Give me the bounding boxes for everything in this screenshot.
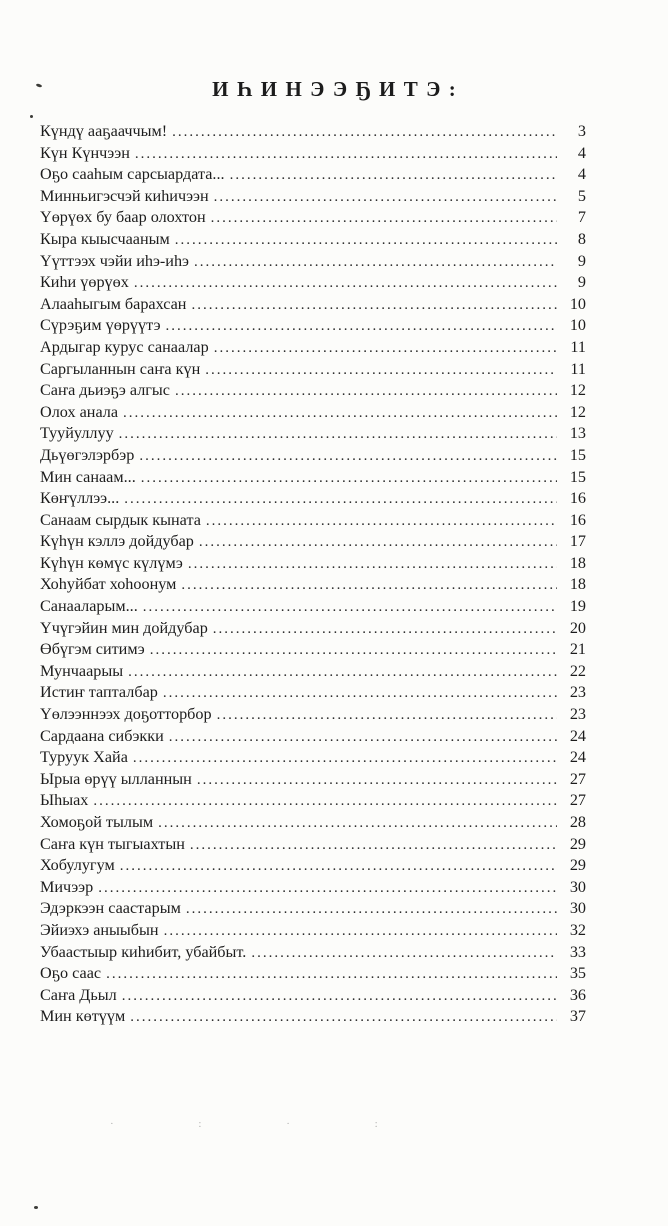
toc-entry-page: 4	[577, 165, 586, 184]
toc-entry	[40, 164, 586, 186]
toc-entry-title: Хомоҕой тылым	[40, 813, 154, 831]
toc-dot-leader	[98, 878, 557, 900]
toc-dot-leader	[188, 554, 557, 576]
toc-entry-title: Хоһуйбат хоһоонум	[40, 575, 177, 594]
toc-entry-title: Үчүгэйин мин дойдубар	[40, 618, 208, 637]
toc-entry-title: Үөлээннээх доҕотторбор	[40, 705, 212, 724]
toc-entry-page: 9	[577, 273, 586, 292]
toc-entry	[40, 121, 586, 143]
toc-entry-title: Мичээр	[40, 877, 94, 896]
toc-entry	[40, 596, 586, 618]
toc-entry	[40, 834, 586, 856]
toc-dot-leader	[128, 662, 557, 684]
toc-entry-page: 30	[569, 899, 586, 918]
scan-speck	[30, 115, 33, 118]
toc-entry-page: 23	[569, 705, 586, 724]
toc-entry-page: 12	[569, 402, 586, 421]
toc-entry	[40, 769, 586, 791]
toc-entry-title: Киһи үөрүөх	[40, 273, 129, 292]
toc-entry-page: 4	[577, 143, 586, 162]
toc-entry-page: 35	[569, 964, 586, 983]
scan-artifact-marks: · : · :	[110, 1118, 380, 1130]
toc-entry-page: 29	[569, 856, 586, 875]
toc-entry-page: 28	[569, 813, 586, 831]
toc-dot-leader	[163, 683, 557, 705]
toc-dot-leader	[181, 575, 557, 597]
toc-entry	[40, 985, 586, 1007]
toc-dot-leader	[130, 1007, 557, 1029]
toc-entry-title: Дьүөгэлэрбэр	[40, 445, 135, 464]
toc-entry-page: 20	[569, 618, 586, 637]
toc-dot-leader	[175, 230, 557, 252]
toc-entry-title: Үүттээх чэйи иһэ-иһэ	[40, 251, 189, 270]
toc-entry	[40, 143, 586, 165]
toc-dot-leader	[93, 791, 557, 813]
toc-dot-leader	[190, 835, 557, 857]
toc-entry-title: Эйиэхэ аныыбын	[40, 920, 159, 939]
toc-entry-page: 5	[577, 186, 586, 205]
toc-dot-leader	[205, 360, 557, 382]
toc-entry	[40, 1006, 586, 1028]
toc-dot-leader	[166, 316, 557, 338]
toc-entry-page: 23	[569, 683, 586, 702]
toc-entry	[40, 510, 586, 532]
toc-entry	[40, 467, 586, 489]
toc-entry-page: 7	[577, 208, 586, 227]
toc-entry-title: Кыра кыысчааным	[40, 229, 170, 248]
toc-entry	[40, 445, 586, 467]
toc-entry-page: 16	[569, 489, 586, 508]
toc-entry	[40, 251, 586, 273]
toc-entry	[40, 553, 586, 575]
toc-entry-title: Саҥа күн тыгыахтын	[40, 834, 185, 853]
toc-dot-leader	[169, 727, 557, 749]
toc-entry-title: Ардыгар курус санаалар	[40, 337, 209, 356]
toc-entry-page: 24	[569, 748, 586, 767]
toc-entry-title: Мин санаам...	[40, 467, 136, 486]
toc-entry-title: Күһүн көмүс күлүмэ	[40, 553, 183, 572]
toc-entry	[40, 898, 586, 920]
toc-entry	[40, 639, 586, 661]
toc-entry	[40, 747, 586, 769]
toc-dot-leader	[164, 921, 557, 943]
toc-entry-page: 33	[569, 942, 586, 961]
toc-dot-leader	[206, 511, 557, 533]
toc-entry-page: 16	[569, 510, 586, 529]
toc-dot-leader	[194, 252, 557, 274]
toc-dot-leader	[135, 144, 557, 166]
toc-entry-title: Мунчаарыы	[40, 661, 124, 680]
toc-entry-title: Оҕо сааһым сарсыардата...	[40, 165, 225, 184]
toc-entry-page: 27	[569, 791, 586, 810]
toc-entry-title: Күн Күнчээн	[40, 143, 130, 162]
toc-entry-title: Ырыа өрүү ылланнын	[40, 769, 192, 788]
toc-entry-title: Туруук Хайа	[40, 748, 128, 767]
toc-dot-leader	[141, 468, 557, 490]
toc-entry-page: 36	[569, 985, 586, 1004]
toc-entry-title: Эдэркээн саастарым	[40, 899, 181, 918]
toc-entry-page: 37	[569, 1007, 586, 1026]
toc-entry-title: Истиҥ тапталбар	[40, 683, 158, 702]
toc-entry-page: 9	[577, 251, 586, 270]
toc-dot-leader	[158, 813, 557, 835]
toc-entry-page: 8	[577, 229, 586, 248]
toc-entry	[40, 855, 586, 877]
toc-entry-title: Өбүгэм ситимэ	[40, 640, 145, 659]
toc-dot-leader	[197, 770, 557, 792]
scanned-book-page	[0, 76, 668, 1226]
toc-dot-leader	[199, 532, 557, 554]
toc-entry	[40, 661, 586, 683]
toc-dot-leader	[191, 295, 557, 317]
toc-entry-page: 17	[569, 532, 586, 551]
toc-entry-title: Ыһыах	[40, 791, 89, 810]
toc-dot-leader	[150, 640, 557, 662]
toc-entry	[40, 359, 586, 381]
toc-dot-leader	[139, 446, 557, 468]
toc-entry-page: 19	[569, 597, 586, 616]
toc-entry	[40, 531, 586, 553]
toc-entry	[40, 574, 586, 596]
toc-entry	[40, 488, 586, 510]
toc-entry-title: Мин көтүүм	[40, 1007, 126, 1026]
toc-entry-title: Үөрүөх бу баар олохтон	[40, 208, 206, 227]
toc-dot-leader	[172, 122, 557, 144]
toc-dot-leader	[230, 165, 557, 187]
toc-entry-page: 24	[569, 726, 586, 745]
toc-dot-leader	[251, 943, 557, 965]
toc-entry-page: 30	[569, 877, 586, 896]
toc-dot-leader	[186, 899, 557, 921]
toc-entry	[40, 618, 586, 640]
toc-dot-leader	[120, 856, 557, 878]
toc-entry-title: Оҕо саас	[40, 964, 102, 983]
toc-dot-leader	[119, 424, 557, 446]
toc-list	[40, 121, 586, 1028]
toc-dot-leader	[214, 338, 557, 360]
toc-dot-leader	[213, 619, 557, 641]
toc-entry	[40, 726, 586, 748]
toc-entry	[40, 337, 586, 359]
toc-entry	[40, 272, 586, 294]
toc-entry	[40, 942, 586, 964]
toc-entry-page: 10	[569, 294, 586, 313]
toc-entry	[40, 704, 586, 726]
toc-dot-leader	[143, 597, 557, 619]
toc-entry	[40, 315, 586, 337]
toc-entry-title: Саргыланнын саҥа күн	[40, 359, 201, 378]
toc-entry-title: Күһүн кэллэ дойдубар	[40, 532, 194, 551]
toc-dot-leader	[124, 489, 557, 511]
toc-entry-page: 12	[569, 381, 586, 400]
toc-entry-title: Тууйуллуу	[40, 424, 114, 443]
toc-entry-page: 11	[570, 337, 586, 356]
toc-entry	[40, 790, 586, 812]
toc-entry-page: 15	[569, 467, 586, 486]
toc-entry-page: 29	[569, 834, 586, 853]
toc-entry-title: Алааһыгым барахсан	[40, 294, 187, 313]
toc-entry	[40, 294, 586, 316]
scan-speck	[34, 1206, 38, 1209]
toc-dot-leader	[214, 187, 557, 209]
toc-entry-page: 13	[569, 424, 586, 443]
toc-dot-leader	[123, 403, 557, 425]
toc-dot-leader	[217, 705, 557, 727]
toc-entry-page: 3	[577, 122, 586, 140]
toc-entry	[40, 229, 586, 251]
toc-entry	[40, 920, 586, 942]
toc-entry	[40, 963, 586, 985]
toc-dot-leader	[175, 381, 557, 403]
toc-entry	[40, 812, 586, 834]
toc-dot-leader	[134, 273, 557, 295]
toc-entry	[40, 207, 586, 229]
toc-entry-title: Хобулугум	[40, 856, 115, 875]
toc-entry-title: Олох анала	[40, 402, 119, 421]
toc-entry-title: Сүрэҕим үөрүүтэ	[40, 316, 161, 335]
toc-entry	[40, 402, 586, 424]
toc-dot-leader	[211, 208, 557, 230]
toc-entry-title: Убаастыыр киһибит, убайбыт.	[40, 942, 247, 961]
toc-entry	[40, 877, 586, 899]
toc-entry-page: 32	[569, 920, 586, 939]
toc-entry-page: 15	[569, 445, 586, 464]
toc-dot-leader	[122, 986, 557, 1008]
toc-entry	[40, 380, 586, 402]
page-title: ИҺИНЭЭҔИТЭ:	[212, 77, 465, 101]
toc-dot-leader	[106, 964, 557, 986]
toc-dot-leader	[133, 748, 557, 770]
toc-entry-page: 22	[569, 661, 586, 680]
toc-entry-title: Күндү ааҕааччым!	[40, 122, 168, 140]
toc-entry-title: Саҥа дьиэҕэ алгыс	[40, 381, 170, 400]
toc-entry	[40, 186, 586, 208]
toc-entry-title: Санааларым...	[40, 597, 138, 616]
toc-entry	[40, 423, 586, 445]
toc-entry-page: 21	[569, 640, 586, 659]
toc-entry-title: Минньигэсчэй киһичээн	[40, 186, 209, 205]
toc-entry-page: 18	[569, 575, 586, 594]
toc-entry-page: 11	[570, 359, 586, 378]
toc-entry-page: 10	[569, 316, 586, 335]
toc-entry-title: Санаам сырдык кыната	[40, 510, 201, 529]
toc-entry-title: Сардаана сибэкки	[40, 726, 164, 745]
toc-entry	[40, 682, 586, 704]
toc-entry-page: 27	[569, 769, 586, 788]
toc-entry-page: 18	[569, 553, 586, 572]
toc-entry-title: Көҥүллээ...	[40, 489, 120, 508]
toc-entry-title: Саҥа Дьыл	[40, 985, 117, 1004]
